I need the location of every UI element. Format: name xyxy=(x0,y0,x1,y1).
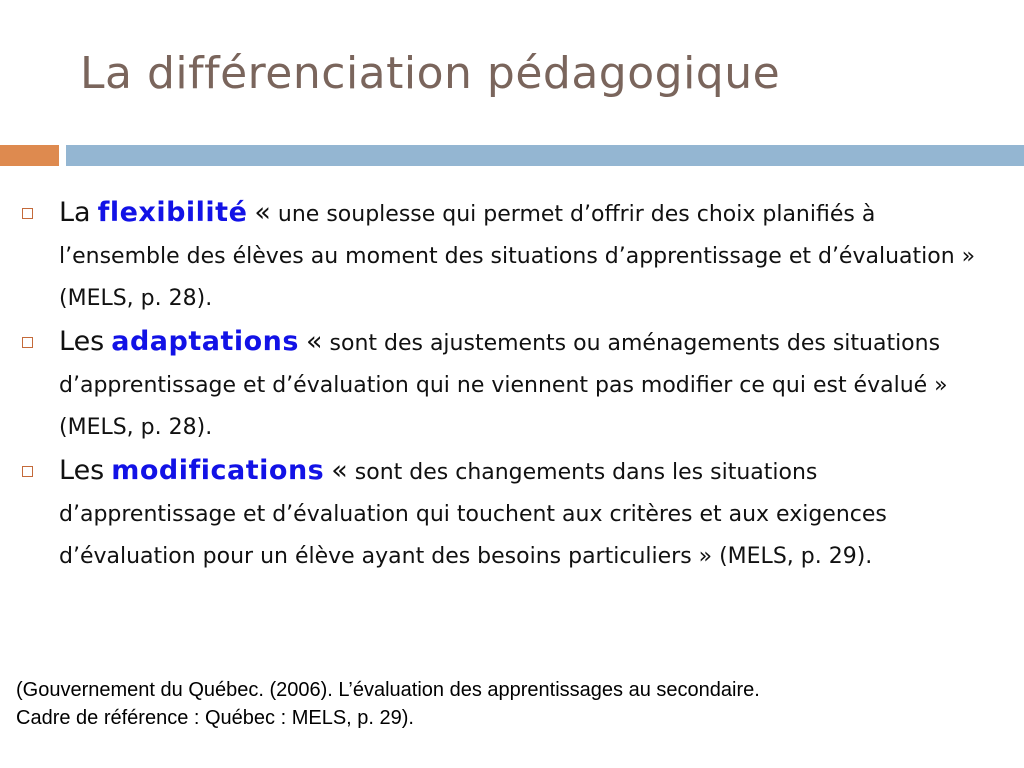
bullet-text: sont des ajustements ou aménagements des situations d’apprentissage et d’évaluation qui ne viennent pas modifier ce qui est évalué » (MELS, p. 28). xyxy=(59,331,948,440)
square-bullet-icon xyxy=(22,208,33,219)
bullet-modifications xyxy=(0,450,1024,578)
citation-line-2: Cadre de référence : Québec : MELS, p. 29). xyxy=(16,707,414,729)
slide-title: La différenciation pédagogique xyxy=(80,48,781,99)
bullet-term: modifications xyxy=(111,455,325,486)
bullet-flexibilite xyxy=(0,192,1024,320)
bullet-list xyxy=(0,192,1024,578)
bullet-text: une souplesse qui permet d’offrir des choix planifiés à l’ensemble des élèves au moment des situations d’apprentissage et d’évaluation » (MELS, p. 28). xyxy=(59,202,976,311)
bullet-lead: Les xyxy=(59,455,105,486)
bullet-term: flexibilité xyxy=(97,197,248,228)
source-citation xyxy=(16,676,1016,732)
square-bullet-icon xyxy=(22,466,33,477)
citation-line-1: (Gouvernement du Québec. (2006). L’évaluation des apprentissages au secondaire. xyxy=(16,679,760,701)
title-underline-bar xyxy=(66,145,1024,166)
bullet-term: adaptations xyxy=(111,326,299,357)
title-underline-accent xyxy=(0,145,59,166)
square-bullet-icon xyxy=(22,337,33,348)
bullet-adaptations xyxy=(0,321,1024,449)
bullet-lead: Les xyxy=(59,326,105,357)
bullet-lead: La xyxy=(59,197,91,228)
bullet-quote-open: « xyxy=(331,455,348,486)
bullet-text: sont des changements dans les situations d’apprentissage et d’évaluation qui touchent aux critères et aux exigences d’évaluation pour un élève ayant des besoins particuliers » (MELS, p. 29). xyxy=(59,460,887,569)
bullet-quote-open: « xyxy=(254,197,271,228)
bullet-quote-open: « xyxy=(305,326,323,357)
